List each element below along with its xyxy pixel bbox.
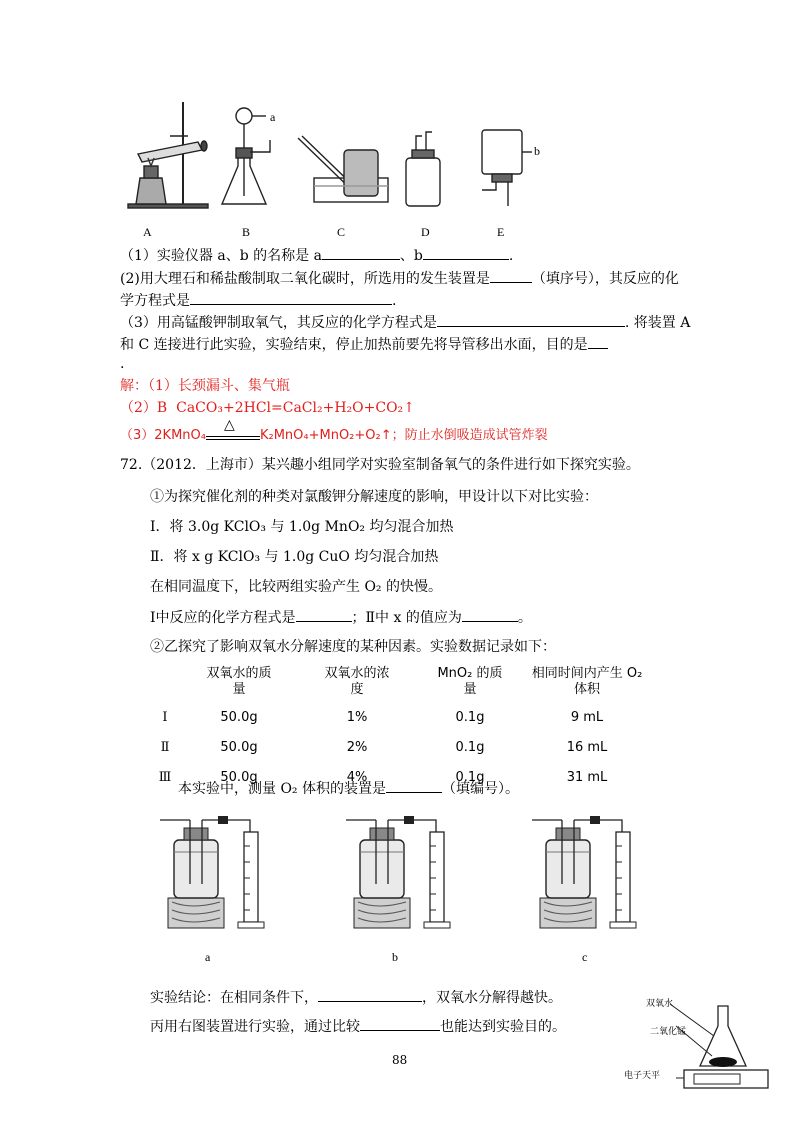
q71-part2-cont: 学方程式是 .	[120, 290, 396, 311]
apparatus-label-a: a	[205, 950, 211, 964]
answer-blank[interactable]	[322, 245, 400, 260]
table-row	[150, 732, 650, 762]
q71-part3-end: .	[120, 356, 125, 372]
table-cell: 50.0g	[220, 709, 258, 725]
q71-part1: （1）实验仪器 a、b 的名称是 a 、b .	[120, 245, 513, 266]
q72-compare: 在相同温度下，比较两组实验产生 O₂ 的快慢。	[150, 579, 442, 595]
balance-label-h2o2: 双氧水	[646, 999, 674, 1009]
answer-blank[interactable]	[423, 245, 509, 260]
answer-blank[interactable]	[296, 607, 352, 622]
q72-sub2: ②乙探究了影响双氧水分解速度的某种因素。实验数据记录如下：	[150, 639, 556, 655]
table-header-row	[150, 662, 650, 702]
table-header: 相同时间内产生 O₂ 体积	[531, 666, 643, 697]
apparatus-letter-c: C	[337, 225, 346, 239]
apparatus-label-c: c	[582, 950, 588, 964]
apparatus-letter-b: B	[242, 225, 251, 239]
q72-exp1: Ⅰ．将 3.0g KClO₃ 与 1.0g MnO₂ 均匀混合加热	[150, 519, 454, 535]
table-cell: 2%	[346, 739, 368, 755]
apparatus-drawing	[118, 96, 538, 246]
q72-header: 72.（2012．上海市）某兴趣小组同学对实验室制备氧气的条件进行如下探究实验。	[120, 457, 640, 473]
answer-blank[interactable]	[437, 312, 625, 327]
apparatus-letter-d: D	[421, 225, 430, 239]
q71-part3: （3）用高锰酸钾制取氧气，其反应的化学方程式是 . 将装置 A	[120, 312, 690, 333]
table-cell: 50.0g	[220, 769, 258, 785]
answer-blank[interactable]	[318, 987, 422, 1002]
page-number: 88	[392, 1053, 408, 1067]
answer-line-2: （2）B CaCO₃+2HCl=CaCl₂+H₂O+CO₂↑	[120, 400, 415, 416]
table-cell: 0.1g	[455, 709, 485, 725]
row-label: Ⅱ	[160, 739, 170, 755]
table-cell: 0.1g	[455, 769, 485, 785]
pointer-label-a: a	[270, 110, 276, 124]
reaction-arrow	[206, 416, 260, 443]
apparatus-letter-a: A	[143, 225, 152, 239]
q71-part2: (2)用大理石和稀盐酸制取二氧化碳时，所选用的发生装置是 （填序号），其反应的化	[120, 268, 679, 289]
q71-part3-cont: 和 C 连接进行此实验，实验结束，停止加热前要先将导管移出水面，目的是	[120, 334, 608, 355]
q72-measure: 本实验中，测量 O₂ 体积的装置是 （填编号）。	[178, 778, 519, 799]
answer-blank[interactable]	[462, 607, 518, 622]
q72-sub1: ①为探究催化剂的种类对氯酸钾分解速度的影响，甲设计以下对比实验：	[150, 489, 598, 505]
apparatus-letter-e: E	[497, 225, 505, 239]
answer-line-3: （3）2KMnO₄ △ K₂MnO₄+MnO₂+O₂↑；防止水倒吸造成试管炸裂	[120, 416, 548, 443]
table-cell: 4%	[346, 769, 368, 785]
table-cell: 9 mL	[570, 709, 604, 725]
answer-line-1: 解：（1）长颈漏斗、集气瓶	[120, 378, 290, 394]
table-row	[150, 702, 650, 732]
apparatus-label-b: b	[392, 950, 398, 964]
table-cell: 50.0g	[220, 739, 258, 755]
answer-blank[interactable]	[190, 290, 392, 305]
measurement-apparatus-figure	[150, 810, 650, 935]
balance-label-balance: 电子天平	[624, 1071, 661, 1081]
table-header: MnO₂ 的质 量	[437, 666, 503, 697]
table-cell: 31 mL	[566, 769, 608, 785]
data-table	[150, 662, 650, 792]
q72-conclusion: 实验结论：在相同条件下， ，双氧水分解得越快。	[150, 987, 562, 1008]
table-header: 双氧水的浓 度	[324, 666, 390, 697]
balance-label-mno2: 二氧化锰	[650, 1027, 687, 1037]
answer-blank[interactable]	[360, 1016, 440, 1031]
answer-blank[interactable]	[386, 778, 442, 793]
table-header: 双氧水的质 量	[206, 666, 272, 697]
answer-blank[interactable]	[490, 268, 532, 283]
heat-triangle-icon: △	[223, 416, 235, 433]
row-label: Ⅰ	[162, 709, 168, 725]
table-cell: 16 mL	[566, 739, 608, 755]
pointer-label-b: b	[534, 144, 540, 158]
q72-question-a: Ⅰ中反应的化学方程式是 ；Ⅱ中 x 的值应为 。	[150, 607, 532, 628]
q72-bing: 丙用右图装置进行实验，通过比较 也能达到实验目的。	[150, 1016, 566, 1037]
q72-exp2: Ⅱ．将 x g KClO₃ 与 1.0g CuO 均匀混合加热	[150, 549, 439, 565]
table-cell: 1%	[346, 709, 368, 725]
row-label: Ⅲ	[158, 769, 172, 785]
answer-blank[interactable]	[588, 334, 608, 349]
table-cell: 0.1g	[455, 739, 485, 755]
apparatus-figure-top	[118, 96, 538, 246]
